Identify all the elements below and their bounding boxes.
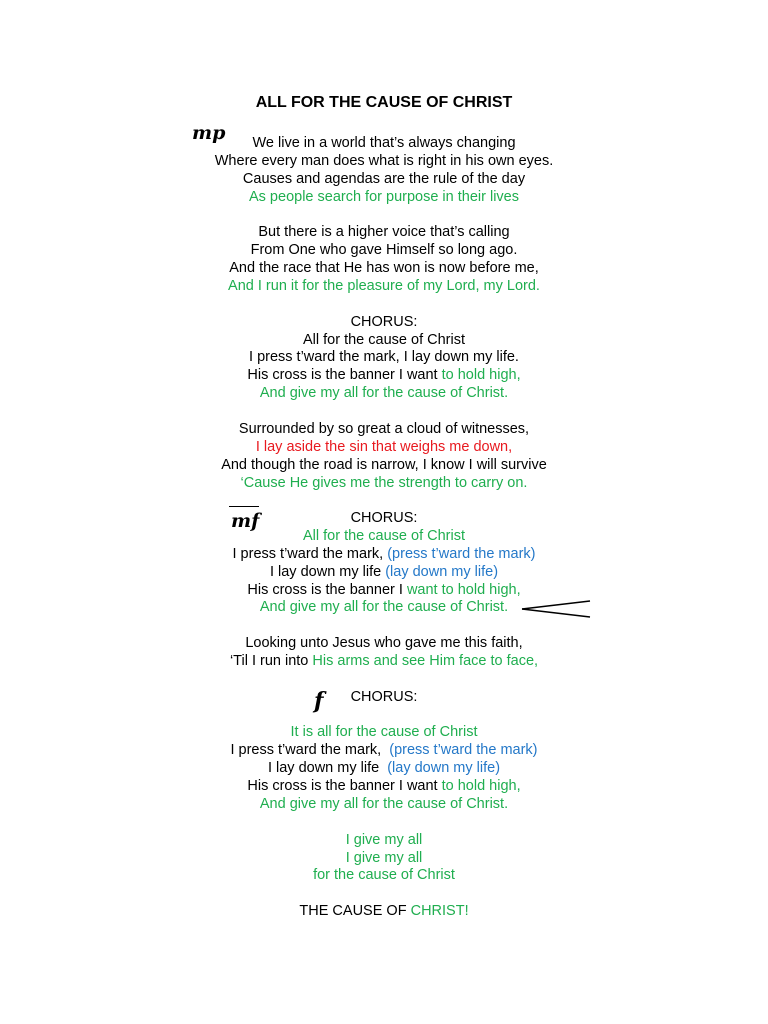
chorus1-heading: CHORUS: — [350, 314, 418, 330]
ending-line4-green: CHRIST! — [410, 903, 469, 919]
verse3-line1: Surrounded by so great a cloud of witnesses, — [238, 421, 530, 437]
chorus1-line2: I press t’ward the mark, I lay down my life. — [249, 349, 519, 365]
chorus2-line3-black: I lay down my life — [269, 564, 386, 580]
chorus2-line2-black: I press t’ward the mark, — [232, 546, 388, 562]
verse4-line1: Looking unto Jesus who gave me this faith, — [245, 635, 523, 651]
forte-marking: f — [314, 688, 324, 714]
chorus2-heading: CHORUS: — [350, 510, 418, 526]
song-title: ALL FOR THE CAUSE OF CHRIST — [255, 94, 513, 111]
chorus3-line4-black: His cross is the banner I want — [247, 778, 442, 794]
verse2-line4: And I run it for the pleasure of my Lord, my Lord. — [228, 278, 540, 294]
ending-line3: for the cause of Christ — [313, 867, 455, 883]
chorus2-line4-black: His cross is the banner I — [247, 582, 407, 598]
verse3-line2: I lay aside the sin that weighs me down, — [255, 439, 513, 455]
mezzo-forte-overline — [229, 506, 259, 507]
verse3-line4: ‘Cause He gives me the strength to carry on. — [240, 475, 528, 491]
chorus2-line2 — [0, 545, 768, 563]
chorus1-line3-black: His cross is the banner I want — [247, 367, 442, 383]
verse4-line2-green: His arms and see Him face to face, — [312, 653, 539, 669]
chorus3-line2 — [0, 741, 768, 759]
chorus3-line5: And give my all for the cause of Christ. — [259, 796, 509, 812]
chorus1-line3 — [0, 366, 768, 384]
verse1-line4: As people search for purpose in their lives — [248, 189, 519, 205]
verse2-line1: But there is a higher voice that’s calling — [258, 224, 510, 240]
chorus3-line4 — [0, 777, 768, 795]
chorus2-line3 — [0, 563, 768, 581]
mezzo-forte-marking: mf — [231, 510, 260, 532]
chorus3-line1: It is all for the cause of Christ — [290, 724, 478, 740]
chorus3-line2-echo: (press t’ward the mark) — [389, 742, 538, 758]
chorus3-line3 — [0, 759, 768, 777]
chorus1-line3-green: to hold high, — [441, 367, 521, 383]
chorus1-line1: All for the cause of Christ — [303, 332, 465, 348]
chorus3-line3-echo: (lay down my life) — [387, 760, 501, 776]
ending-line4-black: THE CAUSE OF — [299, 903, 411, 919]
ending-line4 — [0, 902, 768, 920]
chorus3-line4-green: to hold high, — [441, 778, 521, 794]
ending-line2: I give my all — [345, 850, 423, 866]
verse2-line3: And the race that He has won is now before me, — [229, 260, 539, 276]
crescendo-hairpin-icon — [520, 598, 592, 620]
verse3-line3: And though the road is narrow, I know I will survive — [221, 457, 547, 473]
verse1-line2: Where every man does what is right in his own eyes. — [214, 153, 554, 169]
chorus2-line4-green: want to hold high, — [406, 582, 521, 598]
verse2-line2: From One who gave Himself so long ago. — [250, 242, 518, 258]
verse1-line3: Causes and agendas are the rule of the day — [242, 171, 526, 187]
mezzo-piano-marking: mp — [192, 122, 226, 144]
chorus1-line4: And give my all for the cause of Christ. — [259, 385, 509, 401]
chorus3-line3-black: I lay down my life — [267, 760, 388, 776]
verse1-line1: We live in a world that’s always changing — [252, 135, 516, 151]
chorus2-line3-echo: (lay down my life) — [385, 564, 499, 580]
verse4-line2-black: ‘Til I run into — [229, 653, 313, 669]
verse4-line2 — [0, 652, 768, 670]
chorus2-line1: All for the cause of Christ — [303, 528, 465, 544]
chorus2-line4 — [0, 581, 768, 599]
chorus3-heading: CHORUS: — [350, 689, 418, 705]
chorus2-line2-echo: (press t’ward the mark) — [387, 546, 536, 562]
chorus3-line2-black: I press t’ward the mark, — [230, 742, 390, 758]
chorus2-line5: And give my all for the cause of Christ. — [259, 599, 509, 615]
ending-line1: I give my all — [345, 832, 423, 848]
